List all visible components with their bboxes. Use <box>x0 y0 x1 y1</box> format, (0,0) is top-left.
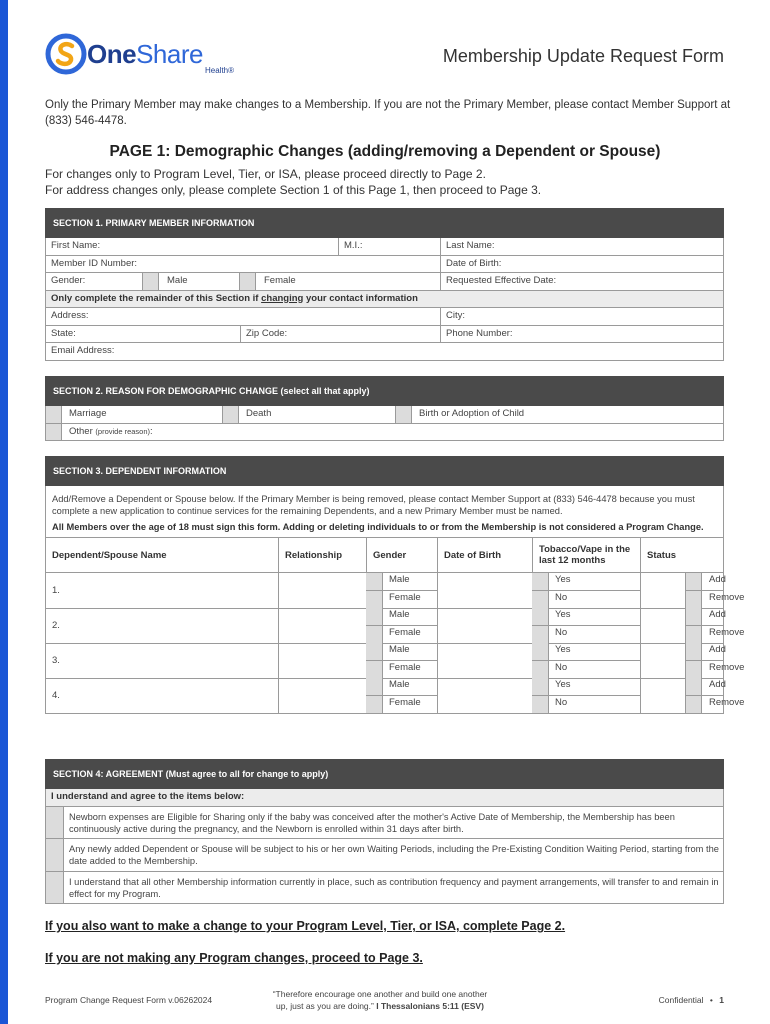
status-add-checkbox[interactable] <box>685 678 702 695</box>
status-remove-checkbox[interactable] <box>685 695 702 713</box>
gender-cell <box>366 678 438 713</box>
page-heading: PAGE 1: Demographic Changes (adding/removing a Dependent or Spouse) <box>109 143 661 160</box>
agreement-checkbox[interactable] <box>46 807 64 838</box>
tobacco-no-label: No <box>555 592 568 603</box>
status-remove-label: Remove <box>709 592 745 603</box>
status-remove-checkbox[interactable] <box>685 590 702 608</box>
dependent-table <box>45 538 745 714</box>
logo-health: Health® <box>205 66 235 75</box>
confidential-label: Confidential <box>658 995 704 1005</box>
agreement-text: Any newly added Dependent or Spouse will be subject to his or her own Waiting Periods, including the Pre-Existing Condition Waiting Period, starting from the date added to the Membership. <box>69 843 719 866</box>
phone-field[interactable]: Phone Number: <box>440 326 723 343</box>
male-checkbox[interactable] <box>366 678 383 695</box>
birth-label: Birth or Adoption of Child <box>419 408 525 419</box>
agreement-lead: I understand and agree to the items below: <box>51 791 245 802</box>
dob-field[interactable]: Date of Birth: <box>440 256 723 273</box>
status-remove-checkbox[interactable] <box>685 625 702 643</box>
death-checkbox[interactable] <box>222 406 239 423</box>
female-label: Female <box>389 592 421 603</box>
tobacco-yes-label: Yes <box>555 574 571 585</box>
relationship-field[interactable] <box>278 643 367 678</box>
footer-form-version: Program Change Request Form v.06262024 <box>45 995 213 1005</box>
page-number: 1 <box>719 995 724 1005</box>
s1-row-email <box>45 343 724 361</box>
contact-note-em: changing <box>261 292 304 304</box>
dependent-name-field[interactable] <box>46 608 278 643</box>
agreement-text: I understand that all other Membership information currently in place, such as contribution frequency and payment arrangements, will transfer to and remain in effect for my Program. <box>69 876 719 899</box>
tobacco-yes-checkbox[interactable] <box>532 678 549 695</box>
section-2-title: SECTION 2. REASON FOR DEMOGRAPHIC CHANGE (select all that apply) <box>45 376 724 406</box>
contact-note-post: your contact information <box>303 292 418 304</box>
section-3-title: SECTION 3. DEPENDENT INFORMATION <box>45 456 724 486</box>
s2-row-2 <box>45 424 724 442</box>
female-checkbox[interactable] <box>366 625 383 643</box>
tobacco-yes-checkbox[interactable] <box>532 608 549 625</box>
gender-cell <box>366 608 438 643</box>
tobacco-no-checkbox[interactable] <box>532 625 549 643</box>
section-3-notes <box>45 486 724 538</box>
dependent-name-field[interactable] <box>46 678 278 713</box>
footer-quote <box>230 988 530 1012</box>
relationship-field[interactable] <box>278 608 367 643</box>
footer-confidential <box>659 995 724 1005</box>
tobacco-cell <box>532 678 641 713</box>
col-gender: Gender <box>366 538 437 572</box>
dependent-table-header <box>46 538 723 573</box>
female-label: Female <box>389 662 421 673</box>
other-colon: : <box>150 425 153 437</box>
address-field[interactable]: Address: <box>51 310 89 321</box>
zip-field[interactable]: Zip Code: <box>240 326 440 343</box>
s2-row-1 <box>45 406 724 424</box>
quote-line-2: up, just as you are doing.” <box>276 1001 377 1011</box>
status-add-checkbox[interactable] <box>685 573 702 590</box>
status-remove-label: Remove <box>709 627 745 638</box>
status-add-label: Add <box>709 574 726 585</box>
agreement-item <box>45 872 724 904</box>
female-checkbox[interactable] <box>366 695 383 713</box>
other-note: (provide reason) <box>95 426 151 436</box>
contact-note-pre: Only complete the remainder of this Section if <box>51 292 262 304</box>
status-cell <box>640 608 745 643</box>
s1-row-id <box>45 256 724 274</box>
marriage-checkbox[interactable] <box>45 406 62 423</box>
section-2 <box>45 376 724 441</box>
logo-mark-icon <box>45 33 87 75</box>
tobacco-cell <box>532 573 641 608</box>
female-label: Female <box>389 697 421 708</box>
first-name-field[interactable]: First Name: <box>51 240 101 251</box>
tobacco-cell <box>532 643 641 678</box>
section-4 <box>45 759 724 904</box>
intro-paragraph <box>45 97 735 129</box>
dependent-row <box>46 608 745 644</box>
gender-female-checkbox[interactable] <box>239 273 256 290</box>
dependent-name-field[interactable] <box>46 643 278 678</box>
instruction-line: For address changes only, please complete Section 1 of this Page 1, then proceed to Page 3. <box>45 183 542 197</box>
contact-note <box>46 291 723 308</box>
status-add-label: Add <box>709 609 726 620</box>
status-add-label: Add <box>709 679 726 690</box>
row-number: 1. <box>52 585 60 596</box>
male-checkbox[interactable] <box>366 573 383 590</box>
tobacco-yes-label: Yes <box>555 609 571 620</box>
death-label: Death <box>246 408 272 419</box>
male-checkbox[interactable] <box>366 643 383 660</box>
logo-share: Share <box>136 39 203 69</box>
dob-field[interactable] <box>437 678 533 713</box>
s1-row-address <box>45 308 724 326</box>
s1-row-gender <box>45 273 724 291</box>
row-number: 3. <box>52 655 60 666</box>
tobacco-yes-label: Yes <box>555 679 571 690</box>
tobacco-no-checkbox[interactable] <box>532 695 549 713</box>
gender-female-label: Female <box>264 275 296 286</box>
dependent-name-field[interactable] <box>46 573 278 608</box>
agreement-item <box>45 807 724 839</box>
s4-lead-row <box>45 789 724 807</box>
row-number: 4. <box>52 690 60 701</box>
status-add-label: Add <box>709 644 726 655</box>
tobacco-cell <box>532 608 641 643</box>
tobacco-yes-checkbox[interactable] <box>532 643 549 660</box>
col-status: Status <box>640 538 723 572</box>
tobacco-no-checkbox[interactable] <box>532 590 549 608</box>
quote-line-1: “Therefore encourage one another and build one another <box>272 989 488 999</box>
status-remove-checkbox[interactable] <box>685 660 702 678</box>
section-1 <box>45 208 724 361</box>
gender-male-label: Male <box>167 275 188 286</box>
status-cell <box>640 643 745 678</box>
female-checkbox[interactable] <box>366 660 383 678</box>
gender-cell <box>366 573 438 608</box>
col-dob: Date of Birth <box>437 538 532 572</box>
dob-field[interactable] <box>437 573 533 608</box>
section-3 <box>45 456 745 714</box>
col-relationship: Relationship <box>278 538 366 572</box>
section-1-title: SECTION 1. PRIMARY MEMBER INFORMATION <box>45 208 724 238</box>
other-checkbox[interactable] <box>45 424 62 441</box>
col-name: Dependent/Spouse Name <box>52 549 167 561</box>
birth-checkbox[interactable] <box>395 406 412 423</box>
s1-row-state <box>45 326 724 344</box>
last-name-field[interactable]: Last Name: <box>440 238 723 255</box>
relationship-field[interactable] <box>278 573 367 608</box>
female-checkbox[interactable] <box>366 590 383 608</box>
dependent-note: Add/Remove a Dependent or Spouse below. If the Primary Member is being removed, please contact Member Support at (833) 546-4478 because you must complete a new application to continue services for the remaining Dependents, and a new Primary Member must be named. <box>52 494 695 516</box>
intro-text: Only the Primary Member may make changes to a Membership. If you are not the Primary Member, please contact Member Support at <box>45 99 731 111</box>
tobacco-yes-label: Yes <box>555 644 571 655</box>
logo-one: One <box>87 39 137 69</box>
agreement-text: Newborn expenses are Eligible for Sharing only if the baby was conceived after the mother's Active Date of Membership, the Membership has been continuously active during the pregnancy, and the Newborn is enrolled within 31 days after birth. <box>69 811 675 834</box>
intro-phone: (833) 546-4478 <box>45 115 124 127</box>
s1-contact-note <box>45 291 724 309</box>
male-checkbox[interactable] <box>366 608 383 625</box>
female-label: Female <box>389 627 421 638</box>
other-field[interactable] <box>62 424 722 441</box>
section-4-title: SECTION 4: AGREEMENT (Must agree to all for change to apply) <box>45 759 724 789</box>
tobacco-no-label: No <box>555 697 568 708</box>
intro-end: . <box>123 115 127 127</box>
status-add-checkbox[interactable] <box>685 643 702 660</box>
gender-label: Gender: <box>51 275 86 286</box>
email-field[interactable]: Email Address: <box>51 345 115 356</box>
member-id-field[interactable]: Member ID Number: <box>51 257 138 269</box>
instruction-line: For changes only to Program Level, Tier, or ISA, please proceed directly to Page 2. <box>45 167 486 181</box>
page-instructions <box>45 166 735 198</box>
dob-field[interactable] <box>437 643 533 678</box>
tobacco-no-label: No <box>555 627 568 638</box>
agreement-checkbox[interactable] <box>46 839 64 871</box>
quote-reference: I Thessalonians 5:11 (ESV) <box>376 1001 484 1011</box>
oneshare-logo <box>45 33 235 75</box>
status-cell <box>640 573 745 608</box>
cta-page-2[interactable]: If you also want to make a change to your Program Level, Tier, or ISA, complete Page 2. <box>45 919 566 933</box>
effective-date-field[interactable]: Requested Effective Date: <box>440 273 723 290</box>
status-add-checkbox[interactable] <box>685 608 702 625</box>
quote-line-2-wrap <box>230 1000 530 1012</box>
dependent-row <box>46 573 745 609</box>
row-number: 2. <box>52 620 60 631</box>
marriage-label: Marriage <box>69 408 107 419</box>
gender-male-checkbox[interactable] <box>142 273 159 290</box>
status-remove-label: Remove <box>709 697 745 708</box>
other-label: Other <box>69 425 93 437</box>
mi-field[interactable]: M.I.: <box>338 238 440 255</box>
status-cell <box>640 678 745 713</box>
male-label: Male <box>389 609 410 620</box>
male-label: Male <box>389 574 410 585</box>
tobacco-no-checkbox[interactable] <box>532 660 549 678</box>
tobacco-no-label: No <box>555 662 568 673</box>
s1-row-name <box>45 238 724 256</box>
gender-cell <box>366 643 438 678</box>
male-label: Male <box>389 679 410 690</box>
signature-note-wrap <box>52 521 717 533</box>
relationship-field[interactable] <box>278 678 367 713</box>
col-tobacco: Tobacco/Vape in the last 12 months <box>532 538 640 572</box>
status-remove-label: Remove <box>709 662 745 673</box>
form-title: Membership Update Request Form <box>442 46 724 66</box>
state-field[interactable]: State: <box>51 327 76 339</box>
signature-note: All Members over the age of 18 must sign this form. Adding or deleting individuals to or from the Membership is not considered a Program Change. <box>52 522 704 532</box>
dob-field[interactable] <box>437 608 533 643</box>
agreement-item <box>45 839 724 872</box>
tobacco-yes-checkbox[interactable] <box>532 573 549 590</box>
city-field[interactable]: City: <box>440 308 723 325</box>
footer-bullet: • <box>709 995 713 1005</box>
agreement-checkbox[interactable] <box>46 872 64 903</box>
male-label: Male <box>389 644 410 655</box>
cta-page-3[interactable]: If you are not making any Program changes, proceed to Page 3. <box>45 951 423 965</box>
dependent-row <box>46 643 745 679</box>
dependent-row <box>46 678 745 713</box>
